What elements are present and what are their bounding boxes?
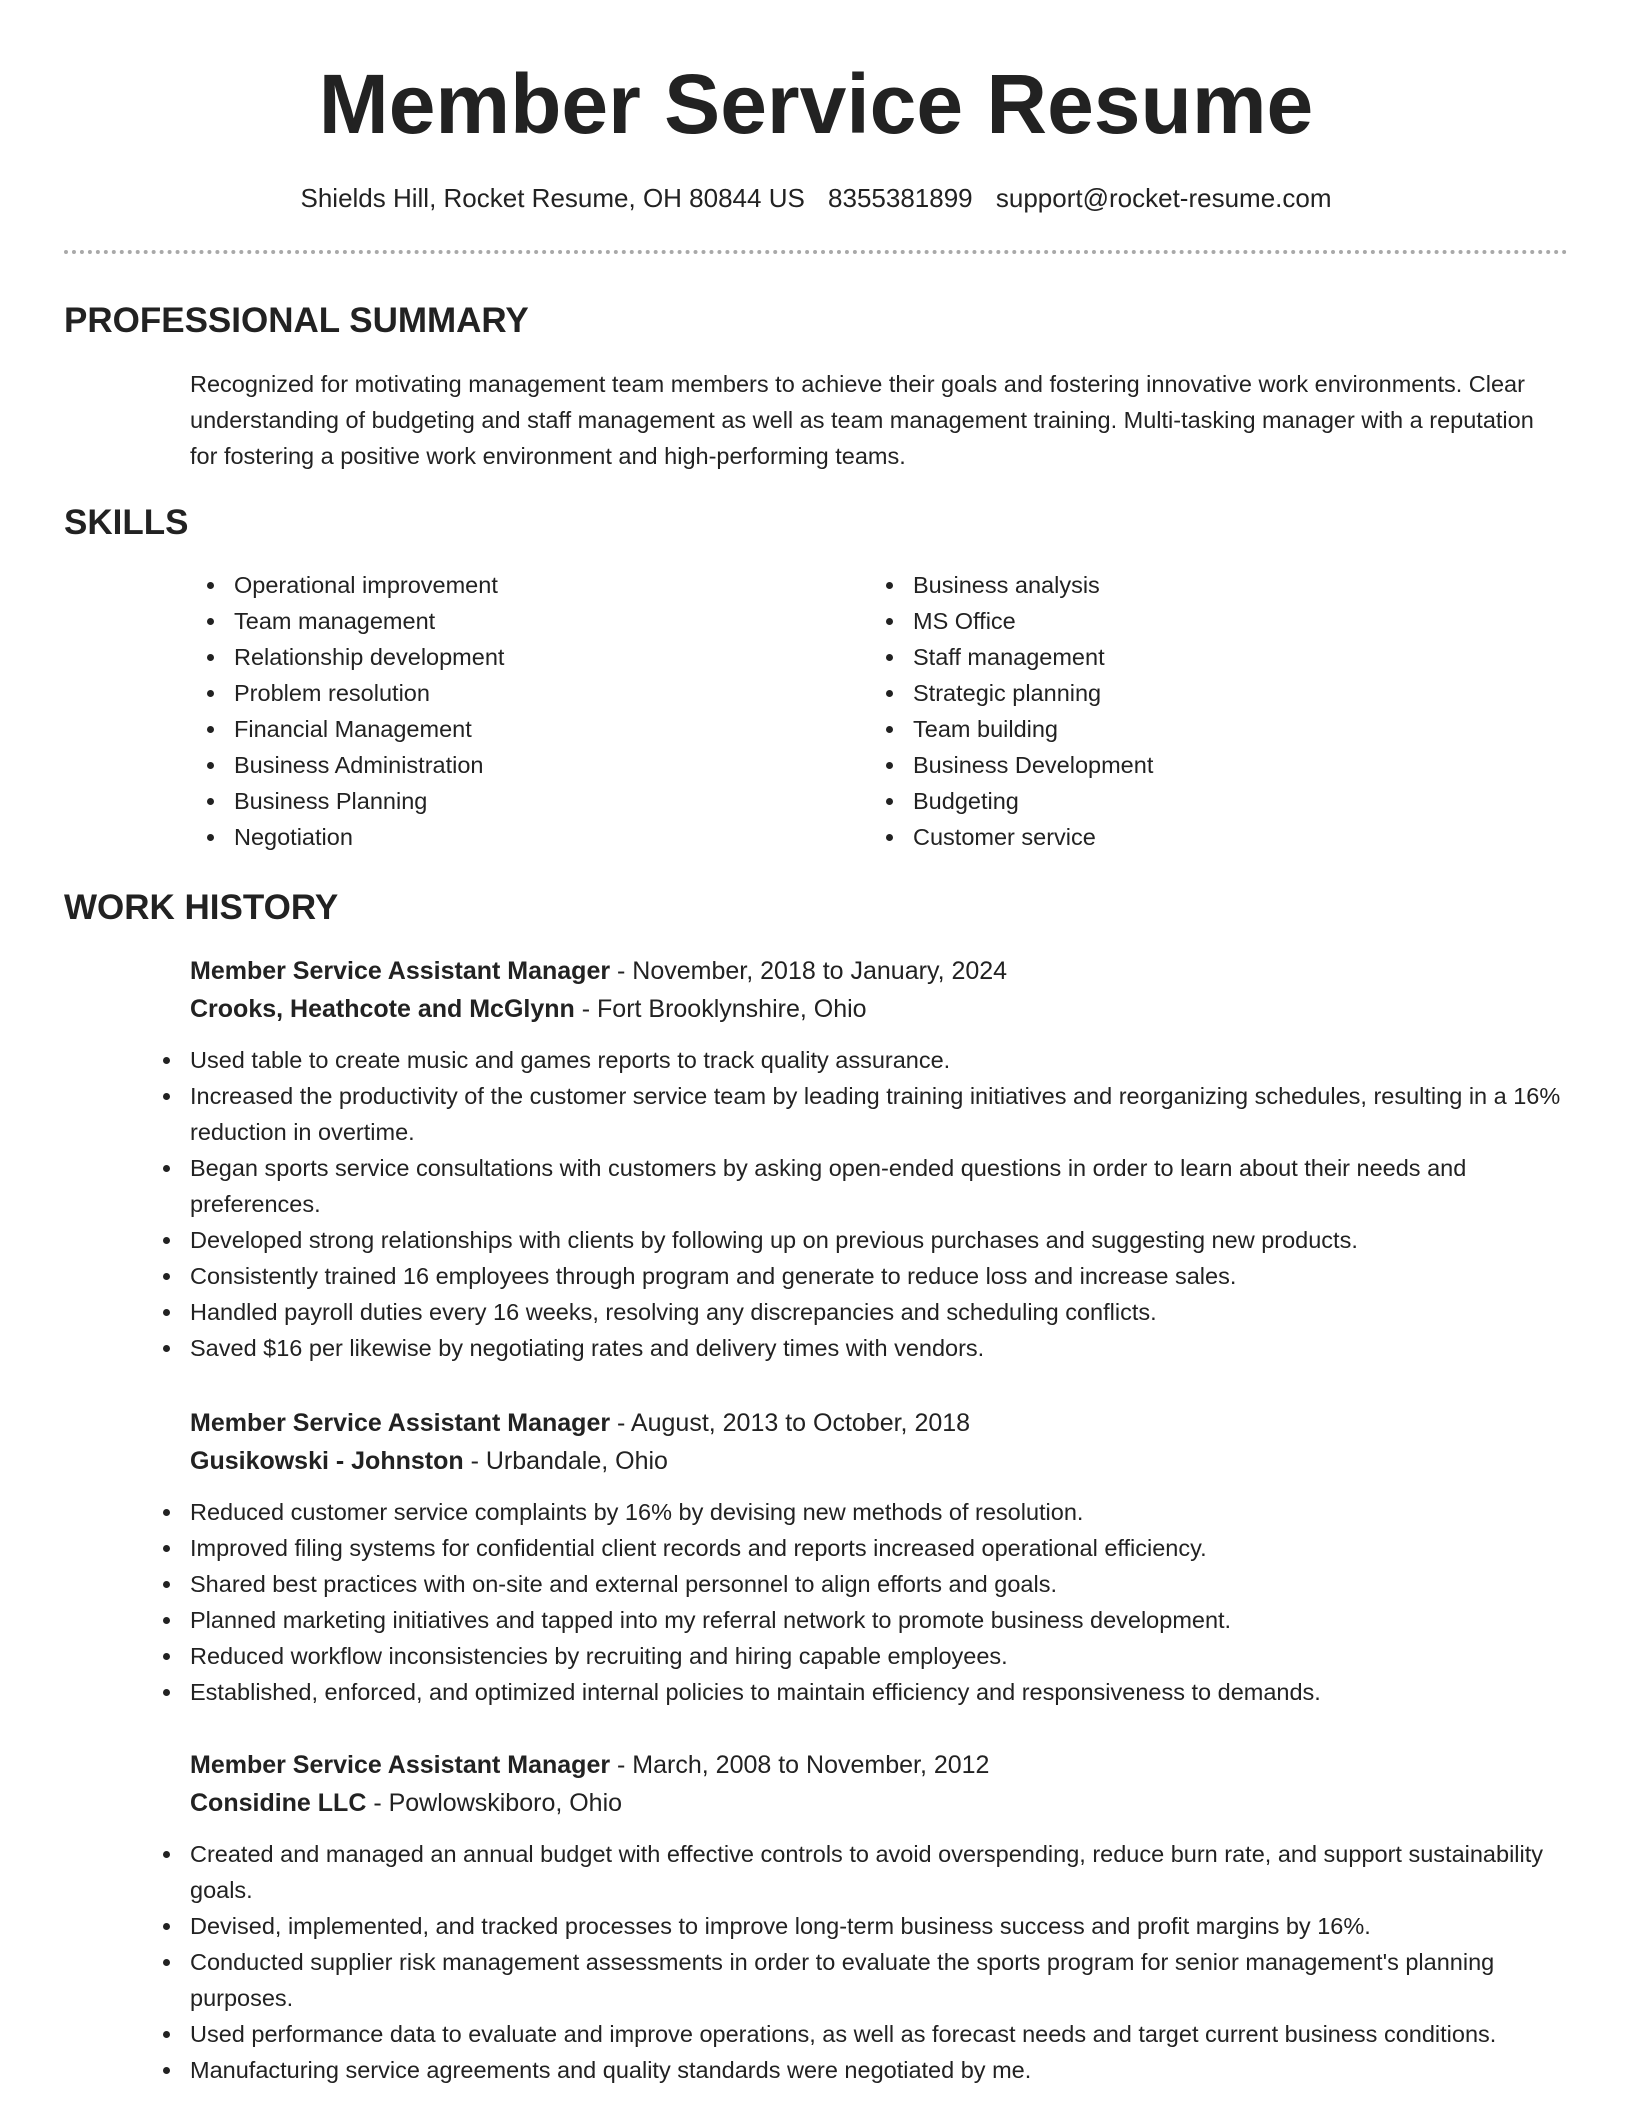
- work-history-heading: WORK HISTORY: [64, 888, 339, 927]
- job-bullet: Created and managed an annual budget with effective controls to avoid overspending, reduce burn rate, and support sustainability goals.: [146, 1836, 1570, 1908]
- skill-item: Customer service: [869, 819, 1549, 855]
- resume-title: Member Service Resume: [318, 57, 1314, 151]
- contact-info: [0, 180, 1632, 216]
- job-dates: - August, 2013 to October, 2018: [610, 1409, 971, 1437]
- job-dates: - March, 2008 to November, 2012: [610, 1751, 990, 1779]
- skill-item: Operational improvement: [190, 567, 830, 603]
- job-bullet: Planned marketing initiatives and tapped into my referral network to promote business development.: [146, 1602, 1570, 1638]
- job-bullet-list: [146, 1494, 1570, 1710]
- email: support@rocket-resume.com: [995, 183, 1332, 213]
- job-company-line: [190, 990, 1570, 1028]
- job-title: Member Service Assistant Manager: [190, 1409, 611, 1437]
- skills-list-left: [190, 567, 830, 855]
- job-bullet: Reduced workflow inconsistencies by recruiting and hiring capable employees.: [146, 1638, 1570, 1674]
- job-bullet: Consistently trained 16 employees through program and generate to reduce loss and increase sales.: [146, 1258, 1570, 1294]
- job-bullet: Devised, implemented, and tracked processes to improve long-term business success and profit margins by 16%.: [146, 1908, 1570, 1944]
- job-location: - Urbandale, Ohio: [463, 1447, 668, 1475]
- skill-item: Financial Management: [190, 711, 830, 747]
- job-location: - Powlowskiboro, Ohio: [366, 1789, 623, 1817]
- job-bullet-list: [146, 1836, 1570, 2088]
- skills-heading: SKILLS: [64, 503, 189, 542]
- job-title-line: [190, 952, 1570, 990]
- skill-item: Team building: [869, 711, 1549, 747]
- job-bullet: Reduced customer service complaints by 16% by devising new methods of resolution.: [146, 1494, 1570, 1530]
- job-bullet: Increased the productivity of the customer service team by leading training initiatives and reorganizing schedules, resulting in a 16% reduction in overtime.: [146, 1078, 1570, 1150]
- job-company: Crooks, Heathcote and McGlynn: [190, 995, 575, 1023]
- skill-item: MS Office: [869, 603, 1549, 639]
- job-company-line: [190, 1784, 1570, 1822]
- job-bullet: Used table to create music and games reports to track quality assurance.: [146, 1042, 1570, 1078]
- job-title-line: [190, 1404, 1570, 1442]
- skill-item: Business analysis: [869, 567, 1549, 603]
- skill-item: Team management: [190, 603, 830, 639]
- job-company: Gusikowski - Johnston: [190, 1447, 464, 1475]
- job-bullet: Saved $16 per likewise by negotiating rates and delivery times with vendors.: [146, 1330, 1570, 1366]
- job-title: Member Service Assistant Manager: [190, 957, 611, 985]
- job-dates: - November, 2018 to January, 2024: [610, 957, 1008, 985]
- skill-item: Relationship development: [190, 639, 830, 675]
- address: Shields Hill, Rocket Resume, OH 80844 US: [300, 183, 805, 213]
- job-bullet: Conducted supplier risk management assessments in order to evaluate the sports program for senior management's planning purposes.: [146, 1944, 1570, 2016]
- job-entry: [190, 952, 1570, 1366]
- job-bullet: Established, enforced, and optimized internal policies to maintain efficiency and responsiveness to demands.: [146, 1674, 1570, 1710]
- job-bullet: Shared best practices with on-site and external personnel to align efforts and goals.: [146, 1566, 1570, 1602]
- job-bullet-list: [146, 1042, 1570, 1366]
- job-bullet: Manufacturing service agreements and quality standards were negotiated by me.: [146, 2052, 1570, 2088]
- job-location: - Fort Brooklynshire, Ohio: [574, 995, 867, 1023]
- job-title: Member Service Assistant Manager: [190, 1751, 611, 1779]
- job-company-line: [190, 1442, 1570, 1480]
- skill-item: Business Development: [869, 747, 1549, 783]
- summary-text: Recognized for motivating management team members to achieve their goals and fostering innovative work environments. Clear understanding of budgeting and staff management as well as team management training. Multi-tasking manager with a reputation for fostering a positive work environment and high-performing teams.: [190, 371, 1534, 469]
- skill-item: Budgeting: [869, 783, 1549, 819]
- phone: 8355381899: [828, 183, 973, 213]
- job-entry: [190, 1404, 1570, 1710]
- job-bullet: Used performance data to evaluate and improve operations, as well as forecast needs and target current business conditions.: [146, 2016, 1570, 2052]
- job-bullet: Handled payroll duties every 16 weeks, resolving any discrepancies and scheduling conflicts.: [146, 1294, 1570, 1330]
- skill-item: Staff management: [869, 639, 1549, 675]
- header-divider: [64, 250, 1568, 254]
- skill-item: Negotiation: [190, 819, 830, 855]
- job-bullet: Improved filing systems for confidential client records and reports increased operational efficiency.: [146, 1530, 1570, 1566]
- job-company: Considine LLC: [190, 1789, 367, 1817]
- job-entry: [190, 1746, 1570, 2088]
- job-title-line: [190, 1746, 1570, 1784]
- job-bullet: Began sports service consultations with customers by asking open-ended questions in order to learn about their needs and preferences.: [146, 1150, 1570, 1222]
- skill-item: Strategic planning: [869, 675, 1549, 711]
- skills-list-right: [869, 567, 1549, 855]
- skill-item: Problem resolution: [190, 675, 830, 711]
- skill-item: Business Administration: [190, 747, 830, 783]
- job-bullet: Developed strong relationships with clients by following up on previous purchases and suggesting new products.: [146, 1222, 1570, 1258]
- summary-heading: PROFESSIONAL SUMMARY: [64, 301, 529, 340]
- skill-item: Business Planning: [190, 783, 830, 819]
